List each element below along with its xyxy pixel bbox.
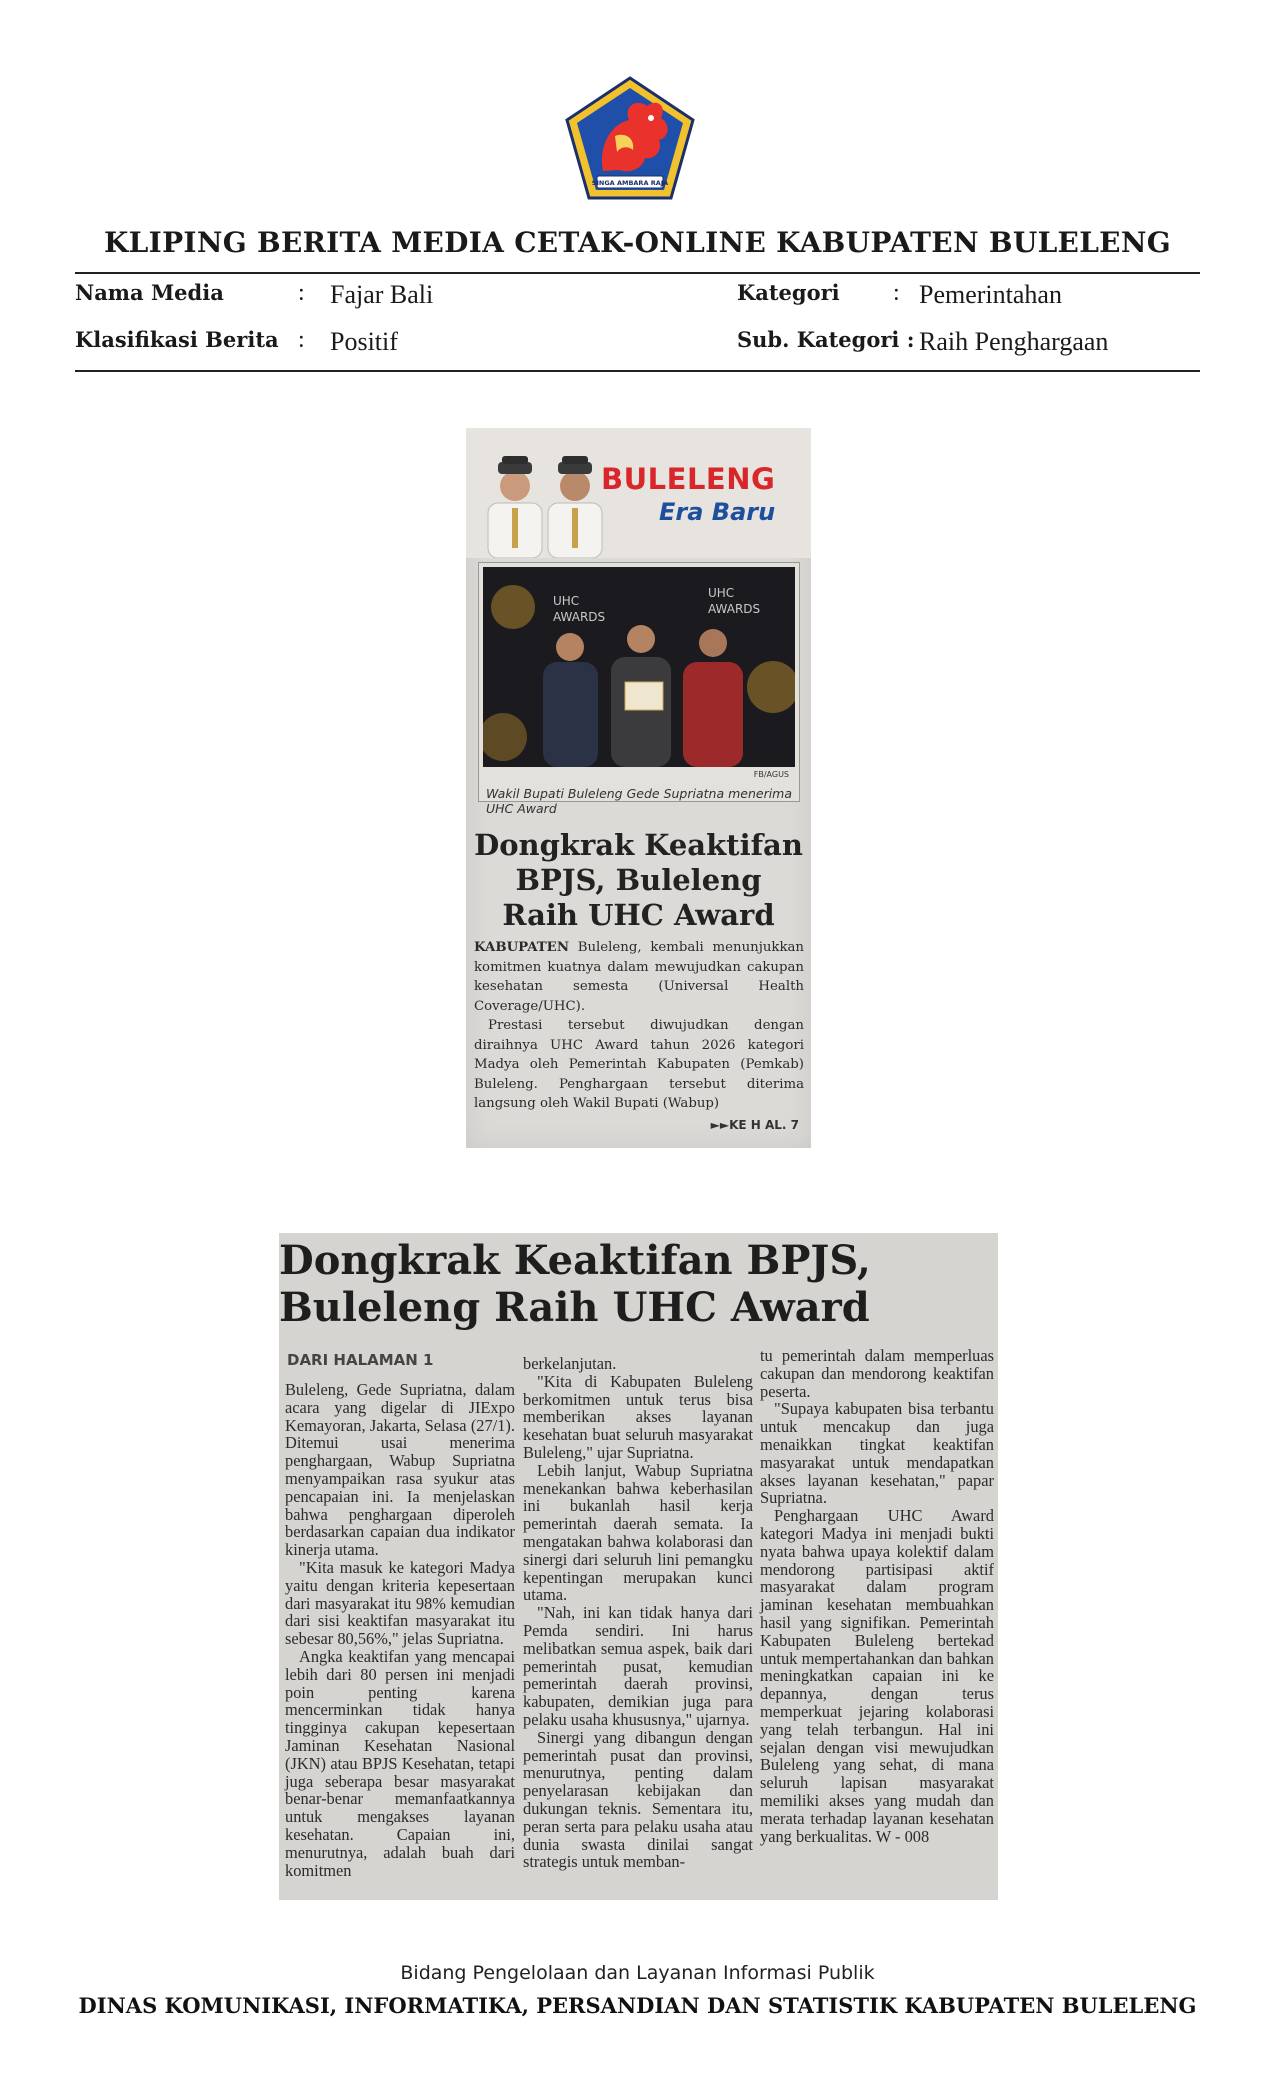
photo-frame [478,562,800,802]
headline-line: Dongkrak Keaktifan [474,828,803,862]
article-paragraph: "Kita masuk ke kategori Madya yaitu dengan kriteria kepesertaan dari masyarakat itu 98% kemudian dari sisi keaktifan masyarakat itu sebesar 80,56%," jelas Supriatna. [285,1557,515,1649]
meta-value-category: Pemerintahan [919,280,1062,309]
meta-label-media-name: Nama Media [75,280,224,305]
buleleng-regency-crest-logo [563,76,697,202]
award-ceremony-photo [483,567,795,767]
photo-credit: FB/AGUS [753,770,789,779]
header-divider-bottom [75,370,1200,372]
header-divider-top [75,272,1200,274]
newspaper-clipping-front-page [466,428,811,1148]
banner-subtitle: Era Baru [659,498,776,526]
paragraph-text: Buleleng, kembali menunjukkan komitmen kuatnya dalam mewujudkan cakupan kesehatan semesta (Universal Health Coverage/UHC). [474,940,804,1014]
headline-line: Raih UHC Award [502,898,775,932]
article-paragraph: "Nah, ini kan tidak hanya dari Pemda sendiri. Ini harus melibatkan semua aspek, baik dari pemerintah pusat, kemudian pemerintah daerah provinsi, kabupaten, demikian juga para pelaku usaha khususnya," ujarnya. [523,1603,753,1729]
meta-label-news-classification: Klasifikasi Berita [75,327,279,352]
article-paragraph: Buleleng, Gede Supriatna, dalam acara yang digelar di JIExpo Kemayoran, Jakarta, Selasa (27/1). Ditemui usai menerima penghargaan, Wabup Supriatna menyampaikan rasa syukur atas pencapaian ini. Ia menjelaskan bahwa penghargaan diperoleh berdasarkan capaian dua indikator kinerja utama. [285,1380,515,1560]
article-paragraph: tu pemerintah dalam memperluas cakupan dan mendorong keaktifan peserta. [760,1346,994,1401]
article-headline [279,1237,998,1331]
article-paragraph: Lebih lanjut, Wabup Supriatna menekankan bahwa keberhasilan ini bukanlah hasil kerja pemerintah daerah semata. Ia mengatakan bahwa kolaborasi dan sinergi dari seluruh lini pemangku kepentingan merupakan kunci utama. [523,1460,753,1605]
article-body [474,938,804,1114]
meta-colon: : [893,280,900,306]
meta-value-news-classification: Positif [330,327,398,356]
dateline: KABUPATEN [474,940,569,955]
newspaper-clipping-continuation [279,1233,998,1900]
column-banner [466,428,811,558]
meta-value-media-name: Fajar Bali [330,280,434,309]
article-column-2 [523,1355,753,1871]
svg-text:AWARDS: AWARDS [708,602,761,616]
document-title: KLIPING BERITA MEDIA CETAK-ONLINE KABUPATEN BULELENG [104,226,1171,259]
article-paragraph: Penghargaan UHC Award kategori Madya ini menjadi bukti nyata bahwa upaya kolektif dalam mendorong partisipasi aktif masyarakat dalam program jaminan kesehatan membuahkan hasil yang signifikan. Pemerintah Kabupaten Buleleng bertekad untuk mempertahankan dan bahkan meningkatkan capaian ini ke depannya, dengan terus memperkuat jejaring kolaborasi yang telah terbangun. Hal ini sejalan dengan visi mewujudkan Buleleng yang sehat, di mana seluruh lapisan masyarakat memiliki akses yang mudah dan merata terhadap layanan kesehatan yang berkualitas. W - 008 [760,1506,994,1846]
article-column-1 [285,1381,515,1879]
official-portrait-image [540,448,610,558]
article-paragraph: berkelanjutan. [523,1354,617,1373]
article-paragraph: "Kita di Kabupaten Buleleng berkomitmen untuk terus bisa memberikan akses layanan kesehatan buat seluruh masyarakat Buleleng," ujar Supriatna. [523,1371,753,1462]
logo-motto-text: SINGA AMBARA RAJA [591,179,669,187]
photo-caption: Wakil Bupati Buleleng Gede Supriatna menerima UHC Award [486,786,793,816]
article-paragraph [474,938,804,1016]
article-paragraph: Angka keaktifan yang mencapai lebih dari 80 persen ini menjadi poin penting karena mencerminkan tidak hanya tingginya cakupan kepesertaan Jaminan Kesehatan Nasional (JKN) atau BPJS Kesehatan, tetapi juga seberapa besar masyarakat benar-benar memanfaatkannya untuk mengakses layanan kesehatan. Capaian ini, menurutnya, adalah buah dari komitmen [285,1646,515,1880]
footer-division: Bidang Pengelolaan dan Layanan Informasi Publik [400,1962,875,1984]
meta-value-sub-category: Raih Penghargaan [919,327,1109,356]
continued-on-page-label: ►►KE H AL. 7 [710,1118,799,1132]
footer-agency: DINAS KOMUNIKASI, INFORMATIKA, PERSANDIAN DAN STATISTIK KABUPATEN BULELENG [78,1993,1197,2018]
article-paragraph: Sinergi yang dibangun dengan pemerintah pusat dan provinsi, menurutnya, penting dalam penyelarasan kebijakan dan dukungan teknis. Sementara itu, peran serta para pelaku usaha atau dunia swasta dinilai sangat strategis untuk memban- [523,1727,753,1872]
article-column-3 [760,1347,994,1845]
meta-colon: : [298,280,305,306]
from-page-label: DARI HALAMAN 1 [287,1351,434,1369]
headline-line: BPJS, Buleleng [515,863,762,897]
banner-title: BULELENG [601,462,776,496]
headline-line: Dongkrak Keaktifan BPJS, [279,1237,871,1284]
meta-label-category: Kategori [737,280,840,305]
svg-text:UHC: UHC [708,586,735,600]
headline-line: Buleleng Raih UHC Award [279,1284,870,1331]
svg-text:UHC: UHC [553,594,580,608]
svg-text:AWARDS: AWARDS [553,610,606,624]
meta-label-sub-category: Sub. Kategori : [737,327,915,352]
article-paragraph: "Supaya kabupaten bisa terbantu untuk mencakup dan juga menaikkan tingkat keaktifan masyarakat untuk mendapatkan akses layanan kesehatan," papar Supriatna. [760,1399,994,1508]
article-paragraph: Prestasi tersebut diwujudkan dengan diraihnya UHC Award tahun 2026 kategori Madya oleh Pemerintah Kabupaten (Pemkab) Buleleng. Penghargaan tersebut diterima langsung oleh Wakil Bupati (Wabup) [474,1018,804,1111]
meta-colon: : [298,327,305,353]
article-headline [466,828,811,933]
